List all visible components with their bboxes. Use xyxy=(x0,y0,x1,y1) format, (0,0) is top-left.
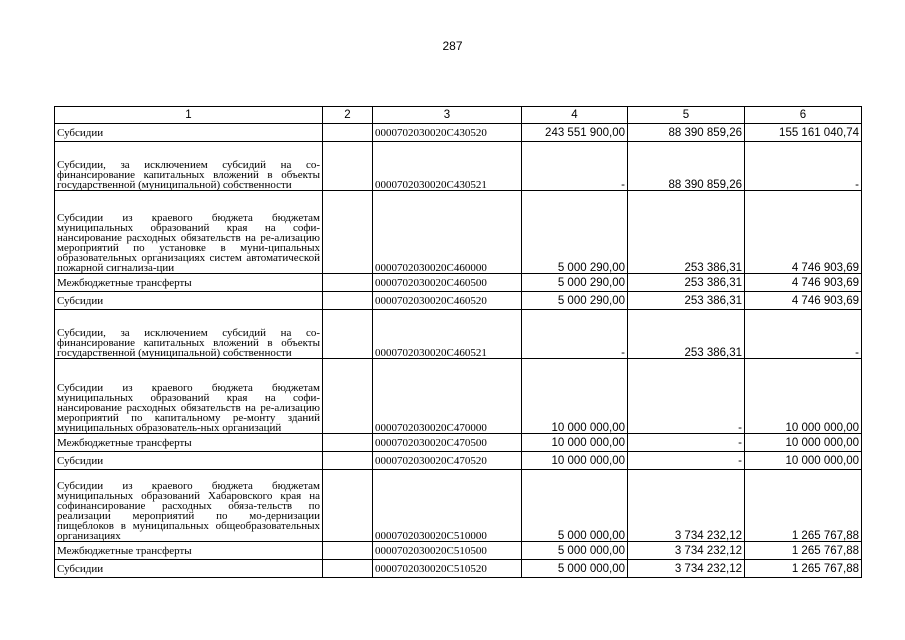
table-row xyxy=(55,470,862,542)
row-value-5: 253 386,31 xyxy=(628,292,745,310)
table-row xyxy=(55,434,862,452)
row-name: Субсидии, за исключением субсидий на со-финансирование капитальных вложений в объекты государственной (муниципальной) собственности xyxy=(55,310,323,359)
row-value-6: 1 265 767,88 xyxy=(745,542,862,560)
row-name: Субсидии xyxy=(55,452,323,470)
row-value-6: 1 265 767,88 xyxy=(745,470,862,542)
row-value-5: 88 390 859,26 xyxy=(628,124,745,142)
row-value-6: 10 000 000,00 xyxy=(745,434,862,452)
column-header: 3 xyxy=(373,107,522,124)
row-col2 xyxy=(323,452,373,470)
row-col2 xyxy=(323,560,373,578)
row-code: 0000702030020С470000 xyxy=(373,359,522,434)
row-value-6: 4 746 903,69 xyxy=(745,274,862,292)
row-col2 xyxy=(323,359,373,434)
column-header: 6 xyxy=(745,107,862,124)
page-number: 287 xyxy=(442,39,463,53)
row-value-6: 10 000 000,00 xyxy=(745,359,862,434)
row-code: 0000702030020С470520 xyxy=(373,452,522,470)
row-value-4: 5 000 290,00 xyxy=(522,191,628,274)
row-code: 0000702030020С510500 xyxy=(373,542,522,560)
row-code: 0000702030020С430521 xyxy=(373,142,522,191)
row-name: Субсидии xyxy=(55,560,323,578)
row-col2 xyxy=(323,310,373,359)
row-value-6: 155 161 040,74 xyxy=(745,124,862,142)
row-value-4: 10 000 000,00 xyxy=(522,359,628,434)
table-row xyxy=(55,124,862,142)
budget-table xyxy=(54,106,862,578)
row-name: Субсидии xyxy=(55,124,323,142)
row-col2 xyxy=(323,274,373,292)
table-header-row xyxy=(55,107,862,124)
row-value-5: 3 734 232,12 xyxy=(628,542,745,560)
row-name: Субсидии, за исключением субсидий на со-финансирование капитальных вложений в объекты государственной (муниципальной) собственности xyxy=(55,142,323,191)
row-value-4: 10 000 000,00 xyxy=(522,434,628,452)
row-value-5: 3 734 232,12 xyxy=(628,470,745,542)
table-row xyxy=(55,274,862,292)
row-value-6: 1 265 767,88 xyxy=(745,560,862,578)
row-value-5: 253 386,31 xyxy=(628,310,745,359)
row-col2 xyxy=(323,470,373,542)
table-row xyxy=(55,560,862,578)
table-row xyxy=(55,359,862,434)
column-header: 5 xyxy=(628,107,745,124)
row-code: 0000702030020С510000 xyxy=(373,470,522,542)
row-value-5: 3 734 232,12 xyxy=(628,560,745,578)
row-value-6: 4 746 903,69 xyxy=(745,292,862,310)
column-header: 4 xyxy=(522,107,628,124)
row-name: Субсидии из краевого бюджета бюджетам муниципальных образований края на софи-нансирование расходных обязательств на ре-ализацию мероприятий по установке в муни-ципальных образовательных организациях систем автоматической пожарной сигнализа-ции xyxy=(55,191,323,274)
row-value-5: 253 386,31 xyxy=(628,191,745,274)
row-value-6: - xyxy=(745,310,862,359)
table-row xyxy=(55,142,862,191)
row-code: 0000702030020С470500 xyxy=(373,434,522,452)
table-row xyxy=(55,542,862,560)
row-value-4: 5 000 290,00 xyxy=(522,292,628,310)
row-value-5: 253 386,31 xyxy=(628,274,745,292)
row-value-5: - xyxy=(628,434,745,452)
table-row xyxy=(55,292,862,310)
row-col2 xyxy=(323,434,373,452)
row-name: Субсидии из краевого бюджета бюджетам муниципальных образований края на софи-нансирование расходных обязательств на ре-ализацию мероприятий по капитальному ре-монту зданий муниципальных образователь-ных организаций xyxy=(55,359,323,434)
row-col2 xyxy=(323,191,373,274)
row-code: 0000702030020С460521 xyxy=(373,310,522,359)
row-value-6: - xyxy=(745,142,862,191)
table-row xyxy=(55,191,862,274)
row-value-4: 10 000 000,00 xyxy=(522,452,628,470)
row-value-6: 10 000 000,00 xyxy=(745,452,862,470)
row-code: 0000702030020С460520 xyxy=(373,292,522,310)
row-code: 0000702030020С460000 xyxy=(373,191,522,274)
row-code: 0000702030020С430520 xyxy=(373,124,522,142)
row-value-5: 88 390 859,26 xyxy=(628,142,745,191)
row-value-4: 5 000 000,00 xyxy=(522,560,628,578)
row-value-4: 5 000 290,00 xyxy=(522,274,628,292)
row-name: Межбюджетные трансферты xyxy=(55,274,323,292)
row-value-4: 5 000 000,00 xyxy=(522,470,628,542)
row-value-4: - xyxy=(522,310,628,359)
row-name: Межбюджетные трансферты xyxy=(55,434,323,452)
row-name: Субсидии xyxy=(55,292,323,310)
row-code: 0000702030020С510520 xyxy=(373,560,522,578)
row-value-6: 4 746 903,69 xyxy=(745,191,862,274)
row-name: Межбюджетные трансферты xyxy=(55,542,323,560)
row-value-4: 5 000 000,00 xyxy=(522,542,628,560)
row-value-5: - xyxy=(628,452,745,470)
row-code: 0000702030020С460500 xyxy=(373,274,522,292)
row-value-4: - xyxy=(522,142,628,191)
table-row xyxy=(55,452,862,470)
column-header: 2 xyxy=(323,107,373,124)
table-row xyxy=(55,310,862,359)
row-value-5: - xyxy=(628,359,745,434)
row-col2 xyxy=(323,292,373,310)
row-value-4: 243 551 900,00 xyxy=(522,124,628,142)
row-col2 xyxy=(323,542,373,560)
column-header: 1 xyxy=(55,107,323,124)
row-col2 xyxy=(323,142,373,191)
row-col2 xyxy=(323,124,373,142)
row-name: Субсидии из краевого бюджета бюджетам муниципальных образований Хабаровского края на софинансирование расходных обяза-тельств по реализации мероприятий по мо-дернизации пищеблоков в муниципальных общеобразовательных организациях xyxy=(55,470,323,542)
